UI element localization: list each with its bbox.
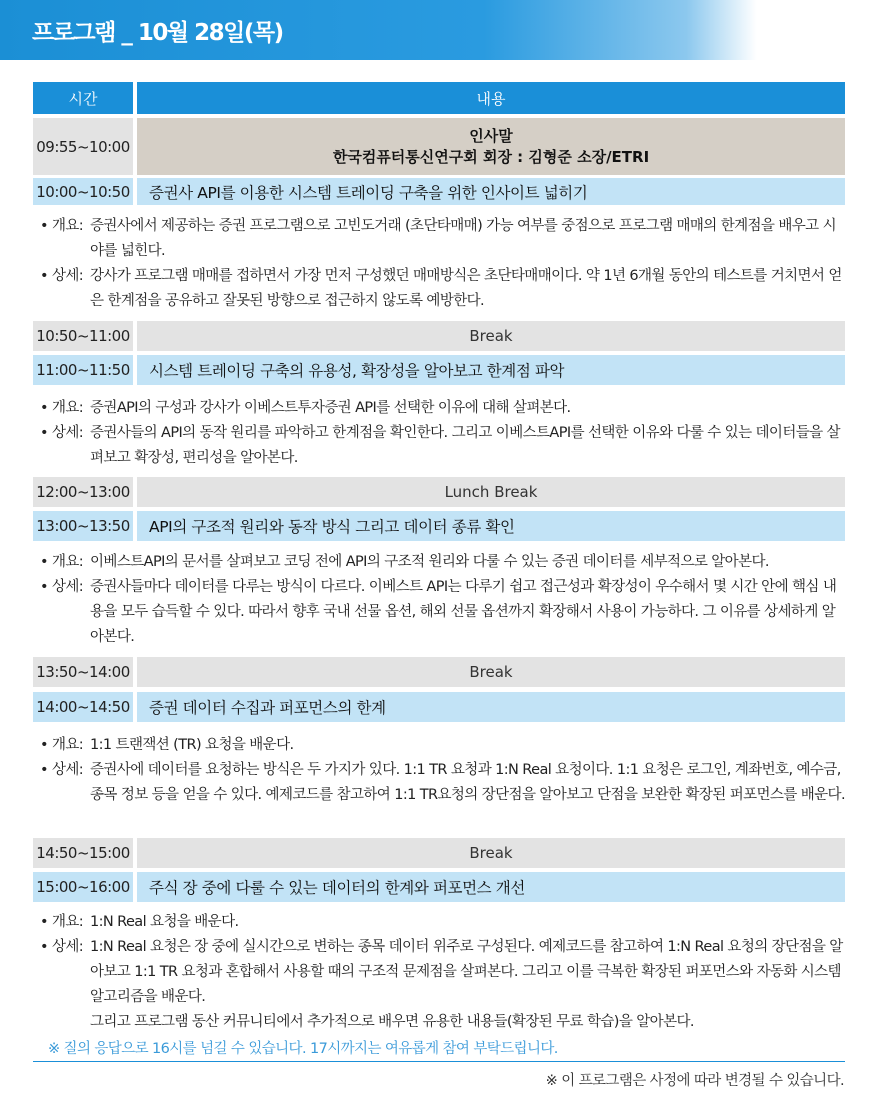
- session-row: [33, 872, 845, 902]
- row-time: 10:50~11:00: [33, 321, 133, 351]
- detail-item: [40, 1010, 845, 1035]
- detail-label: • 상세:: [40, 425, 84, 441]
- session-title: 주식 장 중에 다룰 수 있는 데이터의 한계와 퍼포먼스 개선: [137, 872, 845, 902]
- row-time: 13:50~14:00: [33, 657, 133, 687]
- detail-text: 증권사에서 제공하는 증권 프로그램으로 고빈도거래 (초단타매매) 가능 여부를 중점으로 프로그램 매매의 한계점을 배우고 시야를 넓힌다.: [90, 218, 836, 259]
- detail-item: [40, 550, 845, 575]
- break-label: Break: [137, 321, 845, 351]
- detail-item: [40, 910, 845, 935]
- footer-note: ※ 이 프로그램은 사정에 따라 변경될 수 있습니다.: [545, 1073, 844, 1089]
- title-banner: [0, 0, 880, 60]
- break-row: [33, 838, 845, 868]
- detail-item: [40, 264, 845, 314]
- session-row: [33, 178, 845, 205]
- detail-text: 이베스트API의 문서를 살펴보고 코딩 전에 API의 구조적 원리와 다룰 수 있는 증권 데이터를 세부적으로 알아본다.: [90, 554, 769, 570]
- detail-text: 증권사들마다 데이터를 다루는 방식이 다르다. 이베스트 API는 다루기 쉽고 접근성과 확장성이 우수해서 몇 시간 안에 핵심 내용을 모두 습득할 수 있다. 따라서 향후 국내 선물 옵션, 해외 선물 옵션까지 확장해서 사용이 가능하다. 그 이유를 상세하게 알아본다.: [90, 579, 837, 645]
- header-time: 시간: [33, 82, 133, 114]
- detail-label: [40, 1010, 90, 1035]
- row-time: 14:00~14:50: [33, 692, 133, 722]
- detail-label: • 개요:: [40, 554, 84, 570]
- session-detail: [40, 733, 845, 808]
- session-detail: [40, 550, 845, 650]
- detail-item: [40, 575, 845, 650]
- detail-label: • 개요:: [40, 218, 84, 234]
- session-title: 증권 데이터 수집과 퍼포먼스의 한계: [137, 692, 845, 722]
- break-row: [33, 321, 845, 351]
- detail-label: • 개요:: [40, 400, 84, 416]
- row-time: 15:00~16:00: [33, 872, 133, 902]
- detail-label: • 상세:: [40, 762, 84, 778]
- session-title: 증권사 API를 이용한 시스템 트레이딩 구축을 위한 인사이트 넓히기: [137, 178, 845, 205]
- row-time: 09:55~10:00: [33, 118, 133, 175]
- session-detail: [40, 214, 845, 314]
- break-row: [33, 477, 845, 507]
- break-label: Lunch Break: [137, 477, 845, 507]
- detail-label: • 상세:: [40, 268, 84, 284]
- greeting-speaker: 한국컴퓨터통신연구회 회장 : 김형준 소장/ETRI: [332, 147, 650, 166]
- detail-text: 강사가 프로그램 매매를 접하면서 가장 먼저 구성했던 매매방식은 초단타매매이다. 약 1년 6개월 동안의 테스트를 거치면서 얻은 한계점을 공유하고 잘못된 방향으로 접근하지 않도록 예방한다.: [90, 268, 842, 309]
- detail-label: • 상세:: [40, 579, 84, 595]
- detail-text: 증권사들의 API의 동작 원리를 파악하고 한계점을 확인한다. 그리고 이베스트API를 선택한 이유와 다룰 수 있는 데이터들을 살펴보고 확장성, 편리성을 알아본다.: [90, 425, 840, 466]
- detail-item: [40, 758, 845, 808]
- session-detail: [40, 910, 845, 1035]
- row-time: 12:00~13:00: [33, 477, 133, 507]
- session-title: 시스템 트레이딩 구축의 유용성, 확장성을 알아보고 한계점 파악: [137, 355, 845, 385]
- detail-text: 1:N Real 요청을 배운다.: [90, 914, 239, 930]
- row-time: 14:50~15:00: [33, 838, 133, 868]
- detail-text: 그리고 프로그램 동산 커뮤니티에서 추가적으로 배우면 유용한 내용들(확장된 무료 학습)을 알아본다.: [90, 1014, 694, 1030]
- detail-label: • 개요:: [40, 737, 84, 753]
- detail-item: [40, 421, 845, 471]
- break-label: Break: [137, 657, 845, 687]
- detail-item: [40, 935, 845, 1010]
- session-row: [33, 692, 845, 722]
- header-content: 내용: [137, 82, 845, 114]
- session-row: [33, 355, 845, 385]
- detail-label: • 상세:: [40, 939, 84, 955]
- detail-text: 증권사에 데이터를 요청하는 방식은 두 가지가 있다. 1:1 TR 요청과 1:N Real 요청이다. 1:1 요청은 로그인, 계좌번호, 예수금, 종목 정보 등을 얻을 수 있다. 예제코드를 참고하여 1:1 TR요청의 장단점을 알아보고 단점을 보완한 확장된 퍼포먼스를 배운다.: [90, 762, 845, 803]
- break-row: [33, 657, 845, 687]
- session-row: [33, 511, 845, 541]
- row-time: 13:00~13:50: [33, 511, 133, 541]
- greeting-cell: [137, 118, 845, 175]
- detail-item: [40, 733, 845, 758]
- qa-note: ※ 질의 응답으로 16시를 넘길 수 있습니다. 17시까지는 여유롭게 참여 부탁드립니다.: [48, 1041, 558, 1057]
- table-header: [33, 82, 845, 114]
- row-time: 10:00~10:50: [33, 178, 133, 205]
- schedule-row-greeting: [33, 118, 845, 175]
- detail-item: [40, 396, 845, 421]
- detail-text: 증권API의 구성과 강사가 이베스트투자증권 API를 선택한 이유에 대해 살펴본다.: [90, 400, 571, 416]
- detail-item: [40, 214, 845, 264]
- divider: [33, 1061, 845, 1062]
- greeting-title: 인사말: [469, 126, 513, 145]
- break-label: Break: [137, 838, 845, 868]
- page-title: 프로그램 _ 10월 28일(목): [32, 20, 283, 46]
- detail-label: • 개요:: [40, 914, 84, 930]
- session-title: API의 구조적 원리와 동작 방식 그리고 데이터 종류 확인: [137, 511, 845, 541]
- row-time: 11:00~11:50: [33, 355, 133, 385]
- detail-text: 1:N Real 요청은 장 중에 실시간으로 변하는 종목 데이터 위주로 구성된다. 예제코드를 참고하여 1:N Real 요청의 장단점을 알아보고 1:1 TR 요청과 혼합해서 사용할 때의 구조적 문제점을 살펴본다. 그리고 이를 극복한 확장된 퍼포먼스와 자동화 시스템 알고리즘을 배운다.: [90, 939, 843, 1005]
- detail-text: 1:1 트랜잭션 (TR) 요청을 배운다.: [90, 737, 294, 753]
- session-detail: [40, 396, 845, 471]
